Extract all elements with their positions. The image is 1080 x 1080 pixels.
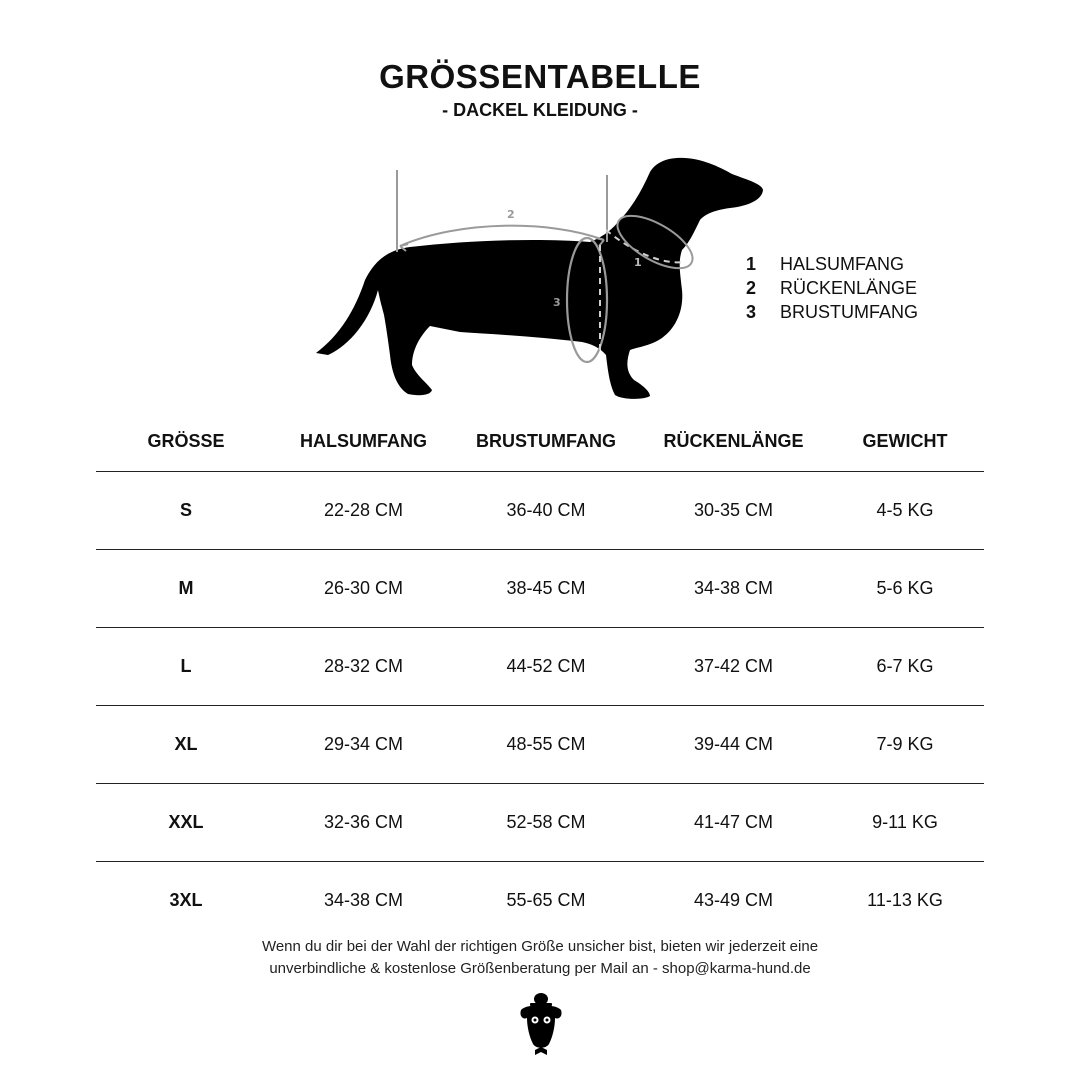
weight-cell: 7-9 KG — [876, 734, 934, 754]
table-row — [96, 706, 984, 784]
header-chest: BRUSTUMFANG — [476, 431, 616, 451]
page-subtitle: - DACKEL KLEIDUNG - — [442, 100, 638, 120]
legend-number: 3 — [746, 302, 757, 322]
legend-number: 1 — [746, 254, 757, 274]
back-cell: 39-44 CM — [693, 734, 774, 754]
header-neck: HALSUMFANG — [300, 431, 427, 451]
advice-note-line-2: unverbindliche & kostenlose Größenberatung per Mail an - shop@karma-hund.de — [269, 960, 811, 977]
size-cell: S — [179, 500, 192, 520]
neck-cell: 26-30 CM — [323, 578, 404, 598]
neck-cell: 22-28 CM — [323, 500, 404, 520]
table-row — [96, 472, 984, 550]
weight-cell: 6-7 KG — [876, 656, 934, 676]
dachshund-illustration — [300, 150, 780, 405]
header-back: RÜCKENLÄNGE — [663, 431, 804, 451]
table-header-row — [96, 412, 984, 472]
size-cell: M — [178, 578, 194, 598]
size-cell: XXL — [168, 812, 204, 832]
legend-label: RÜCKENLÄNGE — [780, 278, 918, 298]
advice-note-line-1: Wenn du dir bei der Wahl der richtigen Größe unsicher bist, bieten wir jederzeit eine — [261, 938, 819, 955]
back-cell: 37-42 CM — [693, 656, 774, 676]
legend-item — [746, 252, 918, 276]
back-cell: 43-49 CM — [693, 890, 774, 910]
weight-cell: 4-5 KG — [876, 500, 934, 520]
size-cell: XL — [174, 734, 198, 754]
back-cell: 30-35 CM — [693, 500, 774, 520]
legend-item — [746, 276, 918, 300]
size-table — [96, 412, 984, 939]
measurement-legend — [746, 252, 918, 324]
marker-2: 2 — [507, 208, 515, 221]
chest-cell: 36-40 CM — [506, 500, 586, 520]
chest-cell: 55-65 CM — [506, 890, 586, 910]
table-row — [96, 550, 984, 628]
marker-1: 1 — [634, 256, 642, 269]
advice-note — [0, 936, 1080, 980]
table-row — [96, 628, 984, 706]
table-row — [96, 862, 984, 939]
chest-cell: 52-58 CM — [506, 812, 586, 832]
neck-cell: 28-32 CM — [323, 656, 404, 676]
legend-number: 2 — [746, 278, 757, 298]
back-cell: 41-47 CM — [693, 812, 774, 832]
header-size: GRÖSSE — [147, 431, 225, 451]
neck-cell: 34-38 CM — [323, 890, 404, 910]
chest-cell: 48-55 CM — [506, 734, 586, 754]
weight-cell: 5-6 KG — [876, 578, 934, 598]
weight-cell: 11-13 KG — [867, 890, 943, 910]
neck-cell: 32-36 CM — [323, 812, 404, 832]
back-cell: 34-38 CM — [693, 578, 774, 598]
legend-label: HALSUMFANG — [780, 254, 905, 274]
neck-cell: 29-34 CM — [323, 734, 404, 754]
size-cell: L — [180, 656, 192, 676]
chest-cell: 44-52 CM — [506, 656, 586, 676]
page-title: GRÖSSENTABELLE — [379, 58, 701, 95]
header-weight: GEWICHT — [862, 431, 948, 451]
table-row — [96, 784, 984, 862]
weight-cell: 9-11 KG — [872, 812, 938, 832]
legend-label: BRUSTUMFANG — [780, 302, 919, 322]
size-cell: 3XL — [169, 890, 203, 910]
marker-3: 3 — [553, 296, 561, 309]
dog-with-hat-logo-icon — [515, 992, 567, 1056]
chest-cell: 38-45 CM — [506, 578, 586, 598]
legend-item — [746, 300, 918, 324]
dachshund-silhouette-icon — [316, 158, 763, 399]
